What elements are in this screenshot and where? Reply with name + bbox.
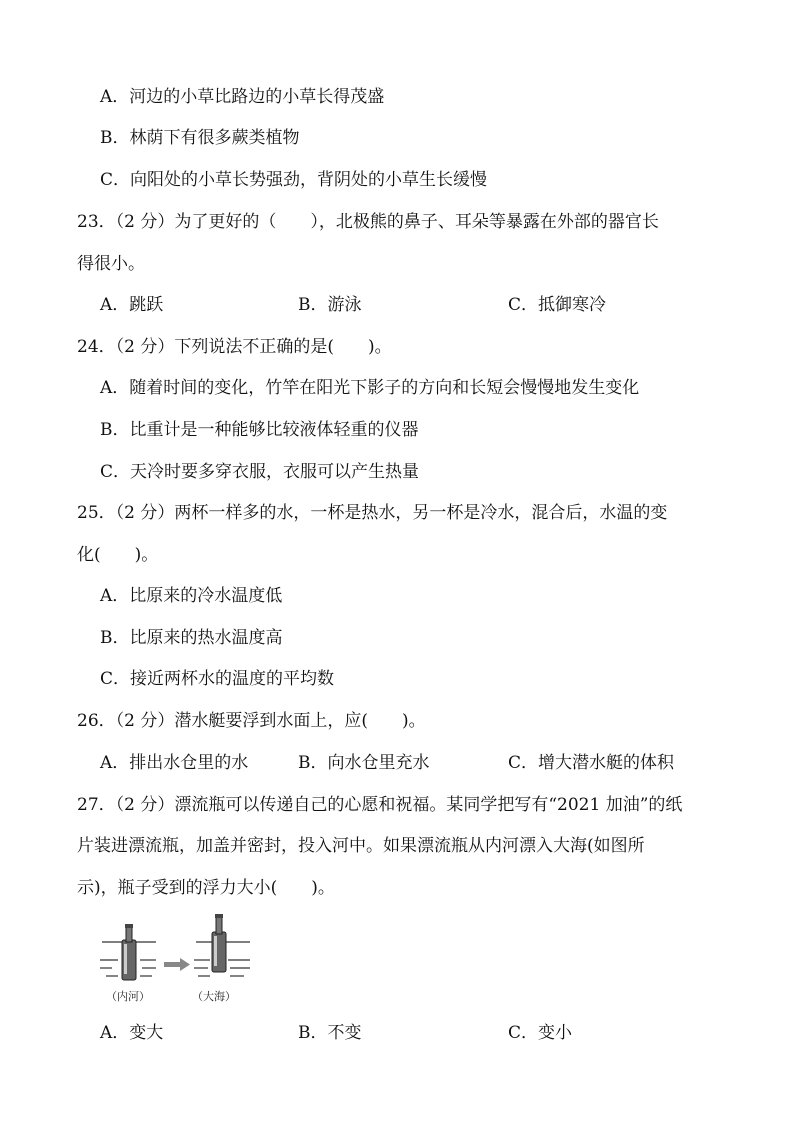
q23-option-a: A．跳跃 bbox=[100, 295, 164, 315]
q24-stem: 24．（2 分）下列说法不正确的是( )。 bbox=[77, 337, 392, 357]
q23-stem-line2: 得很小。 bbox=[77, 254, 145, 274]
q27-option-a: A．变大 bbox=[100, 1023, 164, 1043]
q27-option-b: B．不变 bbox=[298, 1023, 362, 1043]
q24-option-b: B．比重计是一种能够比较液体轻重的仪器 bbox=[100, 420, 419, 440]
q27-stem-line3: 示)，瓶子受到的浮力大小( )。 bbox=[77, 878, 335, 898]
q25-option-c: C．接近两杯水的温度的平均数 bbox=[100, 669, 335, 689]
q27-stem-line2: 片装进漂流瓶，加盖并密封，投入河中。如果漂流瓶从内河漂入大海(如图所 bbox=[77, 836, 645, 856]
arrow-right-icon bbox=[164, 958, 190, 971]
q22-option-a: A．河边的小草比路边的小草长得茂盛 bbox=[100, 87, 385, 107]
q23-stem-line1: 23．（2 分）为了更好的（ ），北极熊的鼻子、耳朵等暴露在外部的器官长 bbox=[77, 212, 659, 232]
q26-stem: 26．（2 分）潜水艇要浮到水面上，应( )。 bbox=[77, 711, 426, 731]
q27-stem-line1: 27．（2 分）漂流瓶可以传递自己的心愿和祝福。某同学把写有“2021 加油”的纸 bbox=[77, 795, 683, 815]
sea-caption: （大海） bbox=[192, 990, 236, 1003]
q22-option-c: C．向阳处的小草长势强劲，背阴处的小草生长缓慢 bbox=[100, 170, 488, 190]
river-bottle-diagram bbox=[100, 924, 156, 980]
q24-option-a: A．随着时间的变化，竹竿在阳光下影子的方向和长短会慢慢地发生变化 bbox=[100, 378, 640, 398]
q22-option-b: B．林荫下有很多蕨类植物 bbox=[100, 128, 300, 148]
q25-option-b: B．比原来的热水温度高 bbox=[100, 628, 283, 648]
q27-option-c: C．变小 bbox=[508, 1023, 573, 1043]
river-caption: （内河） bbox=[106, 990, 150, 1003]
q25-stem-line1: 25．（2 分）两杯一样多的水，一杯是热水，另一杯是冷水，混合后，水温的变 bbox=[77, 503, 668, 523]
q26-option-a: A．排出水仓里的水 bbox=[100, 753, 249, 773]
q23-option-c: C．抵御寒冷 bbox=[508, 295, 607, 315]
q25-option-a: A．比原来的冷水温度低 bbox=[100, 586, 283, 606]
sea-bottle-diagram bbox=[194, 914, 250, 976]
q24-option-c: C．天冷时要多穿衣服，衣服可以产生热量 bbox=[100, 462, 420, 482]
q26-option-b: B．向水仓里充水 bbox=[298, 753, 430, 773]
q23-option-b: B．游泳 bbox=[298, 295, 362, 315]
bottle-figure bbox=[98, 912, 258, 1008]
q26-option-c: C．增大潜水艇的体积 bbox=[508, 753, 675, 773]
q25-stem-line2: 化( )。 bbox=[77, 545, 159, 565]
